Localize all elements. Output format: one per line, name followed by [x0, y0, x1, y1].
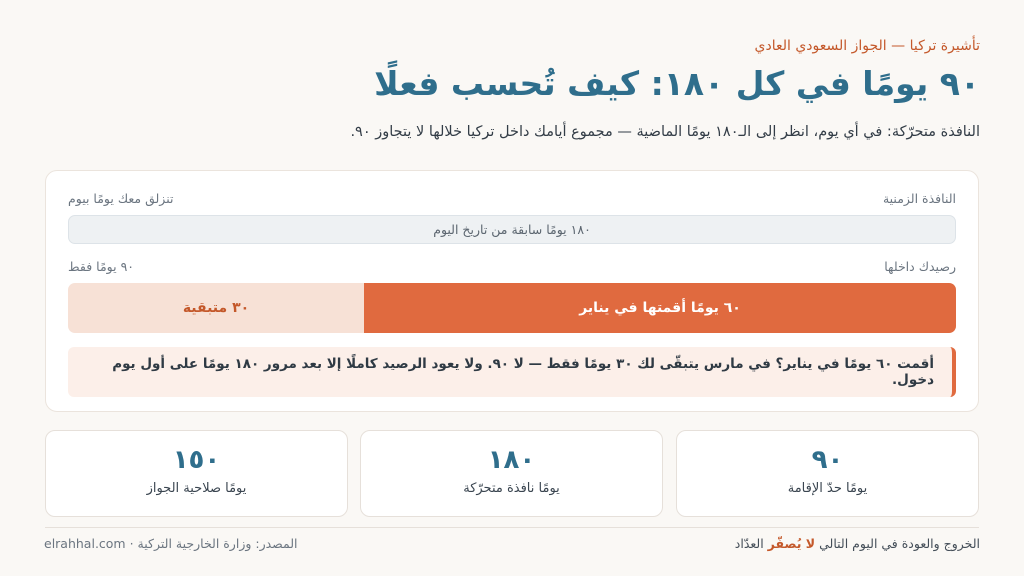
remaining-text: ٣٠ متبقية — [182, 300, 250, 316]
balance-label: رصيدك داخلها — [884, 259, 956, 274]
footer-note — [735, 536, 980, 551]
footer-note-highlight: لا يُصفّر — [767, 536, 816, 551]
stat-value: ١٥٠ — [172, 445, 221, 475]
footer-note-prefix: الخروج والعودة في اليوم التالي — [815, 536, 980, 551]
explainer-card — [45, 170, 979, 412]
stat-caption: يومًا نافذة متحرّكة — [463, 481, 560, 496]
footer-source: المصدر: وزارة الخارجية التركية · elrahhal.com — [44, 536, 298, 551]
used-text: ٦٠ يومًا أقمتها في يناير — [579, 300, 741, 316]
footer-note-suffix: العدّاد — [734, 536, 768, 551]
window-side-label: تنزلق معك يومًا بيوم — [68, 191, 174, 206]
balance-bar — [68, 283, 956, 333]
window-bar-text: ١٨٠ يومًا سابقة من تاريخ اليوم — [433, 222, 591, 237]
page-title: ٩٠ يومًا في كل ١٨٠: كيف تُحسب فعلًا — [374, 64, 980, 103]
window-bar — [68, 215, 956, 244]
balance-side-label: ٩٠ يومًا فقط — [68, 259, 134, 274]
example-note — [68, 347, 956, 397]
stat-value: ١٨٠ — [487, 445, 536, 475]
stat-caption: يومًا صلاحية الجواز — [146, 481, 247, 496]
stat-card-passport-validity — [45, 430, 348, 517]
example-note-text: أقمت ٦٠ يومًا في يناير؟ في مارس يتبقّى لك ٣٠ يومًا فقط — لا ٩٠. ولا يعود الرصيد كاملًا إلا بعد مرور ١٨٠ يومًا على أول يوم دخول. — [112, 356, 934, 388]
remaining-segment — [68, 283, 364, 333]
window-label: النافذة الزمنية — [882, 191, 956, 206]
footer-divider — [45, 527, 979, 528]
stat-caption: يومًا حدّ الإقامة — [787, 481, 868, 496]
stat-card-stay-limit — [676, 430, 979, 517]
kicker: تأشيرة تركيا — الجواز السعودي العادي — [754, 38, 980, 54]
stat-value: ٩٠ — [811, 445, 844, 475]
used-segment — [364, 283, 956, 333]
subtitle: النافذة متحرّكة: في أي يوم، انظر إلى الـ١٨٠ يومًا الماضية — مجموع أيامك داخل تركيا خلالها لا يتجاوز ٩٠. — [350, 124, 980, 140]
stat-card-window — [360, 430, 663, 517]
